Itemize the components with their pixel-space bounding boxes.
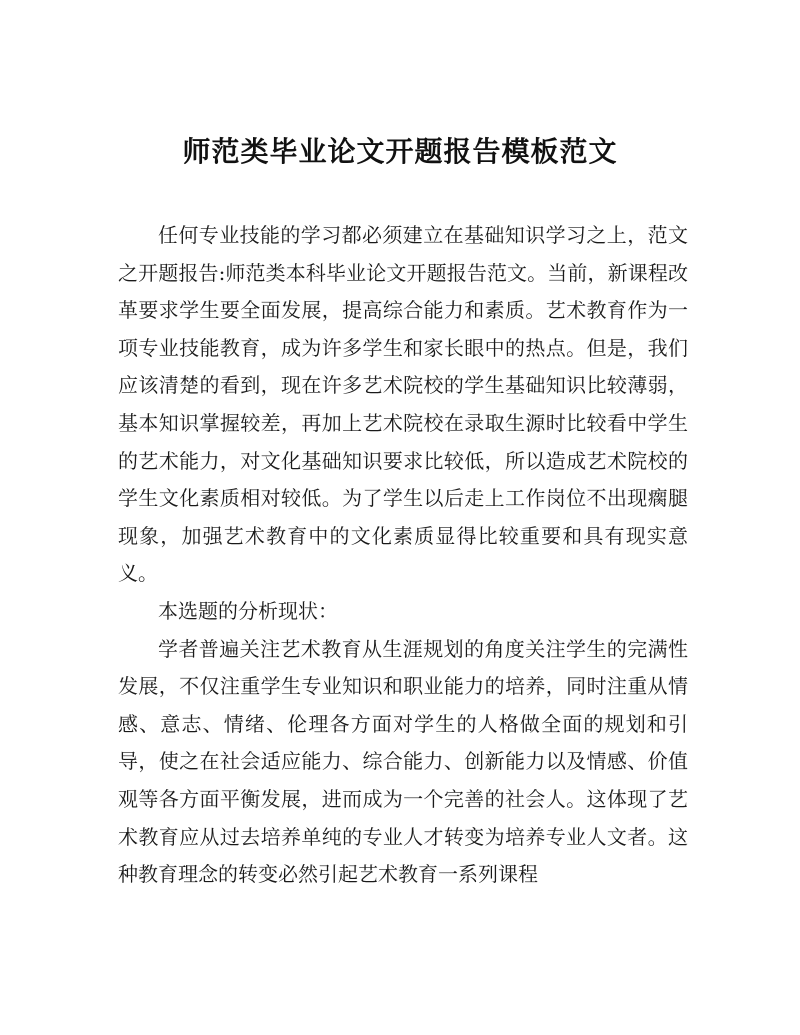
- paragraph-analysis: 学者普遍关注艺术教育从生涯规划的角度关注学生的完满性发展，不仅注重学生专业知识和职业能力的培养，同时注重从情感、意志、情绪、伦理各方面对学生的人格做全面的规划和引导，使之在社会适应能力、综合能力、创新能力以及情感、价值观等各方面平衡发展，进而成为一个完善的社会人。这体现了艺术教育应从过去培养单纯的专业人才转变为培养专业人文者。这种教育理念的转变必然引起艺术教育一系列课程: [118, 636, 688, 887]
- paragraph-section-heading: 本选题的分析现状：: [158, 598, 338, 623]
- document-body: [118, 217, 688, 894]
- document-title: 师范类毕业论文开题报告模板范文: [182, 135, 618, 168]
- paragraph-intro: 任何专业技能的学习都必须建立在基础知识学习之上，范文之开题报告:师范类本科毕业论文开题报告范文。当前，新课程改革要求学生要全面发展，提高综合能力和素质。艺术教育作为一项专业技能教育，成为许多学生和家长眼中的热点。但是，我们应该清楚的看到，现在许多艺术院校的学生基础知识比较薄弱，基本知识掌握较差，再加上艺术院校在录取生源时比较看中学生的艺术能力，对文化基础知识要求比较低，所以造成艺术院校的学生文化素质相对较低。为了学生以后走上工作岗位不出现瘸腿现象，加强艺术教育中的文化素质显得比较重要和具有现实意义。: [118, 223, 688, 586]
